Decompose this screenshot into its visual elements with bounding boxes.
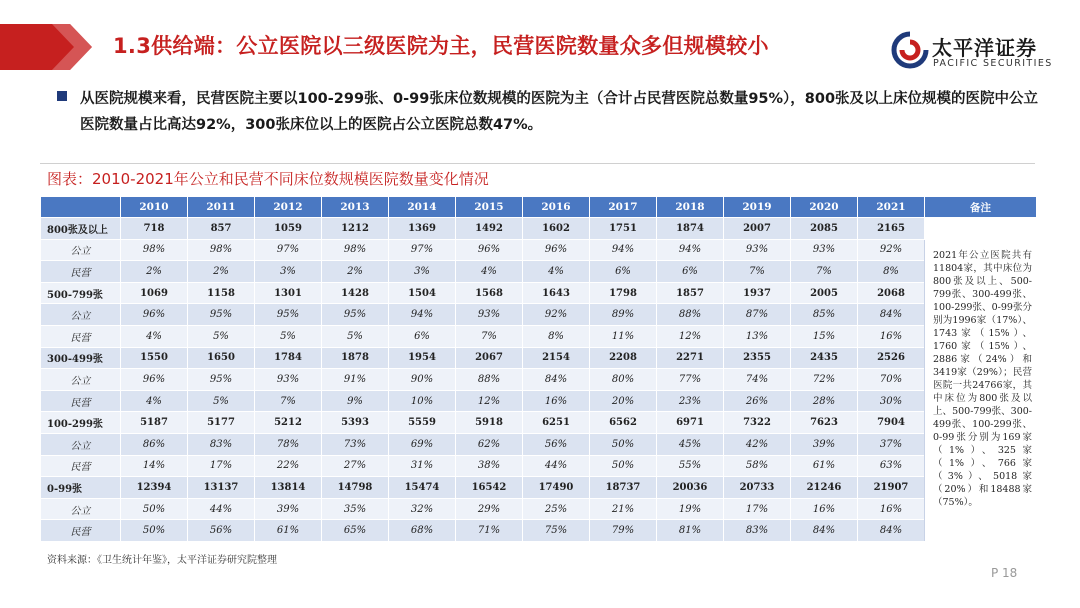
table-cell: 84% [858,304,925,326]
logo-text-cn: 太平洋证券 [932,36,1037,60]
table-cell: 3% [389,261,456,283]
table-cell: 8% [858,261,925,283]
page-title: 1.3供给端：公立医院以三级医院为主，民营医院数量众多但规模较小 [113,34,769,58]
row-label: 民营 [41,325,121,347]
table-cell: 2007 [724,218,791,240]
table-cell: 5559 [389,412,456,434]
table-cell: 16% [858,498,925,520]
table-cell: 6562 [590,412,657,434]
table-cell: 5% [322,325,389,347]
table-cell: 86% [121,433,188,455]
summary-paragraph: 从医院规模来看，民营医院主要以100-299张、0-99张床位数规模的医院为主（合计占民营医院总数量95%），800张及以上床位规模的医院中公立医院数量占比高达92%，300张床位以上的医院占公立医院总数47%。 [80,91,1039,133]
table-cell: 18737 [590,477,657,499]
table-header-row [41,197,1037,218]
table-cell: 27% [322,455,389,477]
table-cell: 1643 [523,282,590,304]
table-cell: 14% [121,455,188,477]
table-cell: 96% [121,304,188,326]
table-row-bed-scale [41,218,1037,240]
table-cell: 1059 [255,218,322,240]
table-cell: 1428 [322,282,389,304]
row-label: 民营 [41,261,121,283]
hospital-bed-scale-table [40,196,1037,542]
table-cell: 92% [523,304,590,326]
table-cell: 16% [523,390,590,412]
table-cell: 95% [255,304,322,326]
table-cell: 93% [456,304,523,326]
table-cell: 95% [188,369,255,391]
table-cell: 1751 [590,218,657,240]
row-label: 公立 [41,498,121,520]
table-cell: 6% [389,325,456,347]
row-label: 公立 [41,304,121,326]
header-cell-year: 2010 [121,197,188,218]
header-cell-year: 2011 [188,197,255,218]
table-cell: 6971 [657,412,724,434]
table-cell: 2165 [858,218,925,240]
table-cell: 9% [322,390,389,412]
table-cell: 20733 [724,477,791,499]
table-cell: 84% [858,520,925,542]
table-row-share [41,239,1037,261]
table-cell: 12394 [121,477,188,499]
table-cell: 98% [188,239,255,261]
header-cell-year: 2020 [791,197,858,218]
table-cell: 93% [255,369,322,391]
table-cell: 20036 [657,477,724,499]
row-label: 500-799张 [41,282,121,304]
table-cell: 93% [791,239,858,261]
table-cell: 1069 [121,282,188,304]
row-label: 0-99张 [41,477,121,499]
table-cell: 7% [791,261,858,283]
pacific-securities-logo-icon [890,30,930,70]
table-cell: 1504 [389,282,456,304]
table-cell: 39% [255,498,322,520]
table-cell: 56% [188,520,255,542]
table-cell: 97% [255,239,322,261]
table-cell: 31% [389,455,456,477]
row-label: 公立 [41,433,121,455]
table-cell: 98% [322,239,389,261]
table-cell: 2355 [724,347,791,369]
table-cell: 5% [188,325,255,347]
table-cell: 1784 [255,347,322,369]
header-cell-year: 2018 [657,197,724,218]
table-cell: 38% [456,455,523,477]
table-cell: 80% [590,369,657,391]
table-cell: 6% [590,261,657,283]
table-cell: 88% [456,369,523,391]
table-cell: 61% [255,520,322,542]
table-cell: 1212 [322,218,389,240]
table-cell: 2067 [456,347,523,369]
table-cell: 1568 [456,282,523,304]
header-cell-year: 2021 [858,197,925,218]
logo-text-en: PACIFIC SECURITIES [933,58,1053,69]
table-cell: 1937 [724,282,791,304]
table-cell: 7% [456,325,523,347]
row-label: 300-499张 [41,347,121,369]
table-cell: 83% [724,520,791,542]
header-cell-blank [41,197,121,218]
table-cell: 2% [188,261,255,283]
table-cell: 30% [858,390,925,412]
table-cell: 4% [121,325,188,347]
table-cell: 26% [724,390,791,412]
table-cell: 83% [188,433,255,455]
table-cell: 11% [590,325,657,347]
table-cell: 718 [121,218,188,240]
table-row-bed-scale [41,412,1037,434]
table-cell: 1369 [389,218,456,240]
table-cell: 12% [657,325,724,347]
table-row-share [41,325,1037,347]
table-cell: 2005 [791,282,858,304]
table-cell: 4% [456,261,523,283]
table-cell: 35% [322,498,389,520]
bullet-square-icon [57,91,67,101]
table-cell: 17% [724,498,791,520]
table-cell: 12% [456,390,523,412]
table-cell: 78% [255,433,322,455]
table-cell: 74% [724,369,791,391]
table-cell: 90% [389,369,456,391]
table-cell: 73% [322,433,389,455]
table-cell: 87% [724,304,791,326]
table-cell: 61% [791,455,858,477]
table-cell: 29% [456,498,523,520]
row-label: 公立 [41,239,121,261]
table-cell: 5212 [255,412,322,434]
table-cell: 72% [791,369,858,391]
table-cell: 62% [456,433,523,455]
table-cell: 79% [590,520,657,542]
table-cell: 1857 [657,282,724,304]
table-cell: 7322 [724,412,791,434]
source-note: 资料来源：《卫生统计年鉴》，太平洋证券研究院整理 [47,555,277,566]
table-row-share [41,433,1037,455]
table-cell: 77% [657,369,724,391]
table-cell: 17% [188,455,255,477]
header-cell-year: 2015 [456,197,523,218]
table-cell: 45% [657,433,724,455]
table-cell: 19% [657,498,724,520]
table-cell: 50% [590,455,657,477]
table-cell: 84% [523,369,590,391]
table-cell: 1878 [322,347,389,369]
table-row-bed-scale [41,282,1037,304]
header-cell-year: 2017 [590,197,657,218]
table-cell: 55% [657,455,724,477]
table-cell: 13% [724,325,791,347]
table-cell: 94% [590,239,657,261]
table-cell: 1550 [121,347,188,369]
table-cell: 22% [255,455,322,477]
table-cell: 96% [456,239,523,261]
table-cell: 4% [523,261,590,283]
table-cell: 7904 [858,412,925,434]
table-cell: 23% [657,390,724,412]
table-cell: 1602 [523,218,590,240]
table-cell: 8% [523,325,590,347]
table-cell: 69% [389,433,456,455]
table-cell: 88% [657,304,724,326]
table-cell: 68% [389,520,456,542]
table-cell: 2526 [858,347,925,369]
table-cell: 89% [590,304,657,326]
table-row-share [41,520,1037,542]
page-number: P 18 [991,566,1018,580]
table-cell: 6% [657,261,724,283]
table-cell: 39% [791,433,858,455]
table-cell: 96% [523,239,590,261]
table-cell: 50% [121,520,188,542]
header-cell-year: 2013 [322,197,389,218]
table-cell: 95% [322,304,389,326]
table-cell: 56% [523,433,590,455]
row-label: 民营 [41,520,121,542]
table-row-bed-scale [41,347,1037,369]
table-cell: 1954 [389,347,456,369]
table-cell: 96% [121,369,188,391]
table-cell: 20% [590,390,657,412]
row-label: 民营 [41,455,121,477]
table-cell: 1874 [657,218,724,240]
table-cell: 21% [590,498,657,520]
table-cell: 2271 [657,347,724,369]
table-cell: 6251 [523,412,590,434]
table-cell: 1492 [456,218,523,240]
table-cell: 92% [858,239,925,261]
table-cell: 93% [724,239,791,261]
table-row-share [41,369,1037,391]
table-cell: 81% [657,520,724,542]
table-cell: 4% [121,390,188,412]
table-cell: 94% [657,239,724,261]
table-cell: 37% [858,433,925,455]
title-banner-decoration [0,24,92,70]
row-label: 民营 [41,390,121,412]
table-cell: 7% [255,390,322,412]
header-cell-year: 2012 [255,197,322,218]
divider [40,163,1035,164]
table-cell: 16% [858,325,925,347]
table-cell: 5393 [322,412,389,434]
table-cell: 42% [724,433,791,455]
table-cell: 25% [523,498,590,520]
table-cell: 21246 [791,477,858,499]
table-cell: 16% [791,498,858,520]
table-cell: 58% [724,455,791,477]
table-cell: 15% [791,325,858,347]
table-cell: 3% [255,261,322,283]
table-row-share [41,455,1037,477]
table-cell: 14798 [322,477,389,499]
table-cell: 1650 [188,347,255,369]
header-cell-year: 2014 [389,197,456,218]
table-cell: 13814 [255,477,322,499]
table-cell: 2% [322,261,389,283]
table-cell: 2435 [791,347,858,369]
row-label: 100-299张 [41,412,121,434]
table-row-share [41,304,1037,326]
row-label: 800张及以上 [41,218,121,240]
table-cell: 2208 [590,347,657,369]
table-cell: 71% [456,520,523,542]
table-cell: 5918 [456,412,523,434]
table-cell: 2085 [791,218,858,240]
table-cell: 70% [858,369,925,391]
table-cell: 5% [255,325,322,347]
table-cell: 1798 [590,282,657,304]
table-cell: 91% [322,369,389,391]
row-label: 公立 [41,369,121,391]
table-cell: 10% [389,390,456,412]
company-logo [890,28,1060,74]
table-cell: 84% [791,520,858,542]
header-cell-year: 2016 [523,197,590,218]
table-cell: 2068 [858,282,925,304]
table-cell: 32% [389,498,456,520]
table-cell: 98% [121,239,188,261]
table-cell: 1301 [255,282,322,304]
table-cell: 13137 [188,477,255,499]
table-row-bed-scale [41,477,1037,499]
table-cell: 2% [121,261,188,283]
table-cell: 7% [724,261,791,283]
table-title: 图表：2010-2021年公立和民营不同床位数规模医院数量变化情况 [47,170,489,188]
table-cell: 95% [188,304,255,326]
table-row-share [41,390,1037,412]
table-row-share [41,498,1037,520]
table-cell: 17490 [523,477,590,499]
table-cell: 28% [791,390,858,412]
table-cell: 75% [523,520,590,542]
table-cell: 7623 [791,412,858,434]
table-cell: 65% [322,520,389,542]
note-cell: 2021年公立医院共有11804家，其中床位为800张及以上、500-799张、300-499张、100-299张、0-99张分别为1996家（17%）、1743家（15%）、1760家（15%）、2886家（24%）和3419家（29%）；民营医院一共24766家，其中床位为800张及以上、500-799张、300-499张、100-299张、0-99张分别为169家（1%）、325家（1%）、766家（3%）、5018家（20%）和18488家（75%）。 [925,218,1037,542]
table-cell: 15474 [389,477,456,499]
table-cell: 94% [389,304,456,326]
table-cell: 5177 [188,412,255,434]
table-cell: 50% [121,498,188,520]
table-cell: 97% [389,239,456,261]
table-cell: 85% [791,304,858,326]
header-cell-year: 2019 [724,197,791,218]
table-cell: 5% [188,390,255,412]
table-cell: 21907 [858,477,925,499]
table-cell: 44% [188,498,255,520]
table-cell: 857 [188,218,255,240]
table-cell: 1158 [188,282,255,304]
table-row-share [41,261,1037,283]
table-cell: 63% [858,455,925,477]
header-cell-note: 备注 [925,197,1037,218]
table-cell: 16542 [456,477,523,499]
table-cell: 50% [590,433,657,455]
table-cell: 2154 [523,347,590,369]
table-cell: 44% [523,455,590,477]
table-cell: 5187 [121,412,188,434]
